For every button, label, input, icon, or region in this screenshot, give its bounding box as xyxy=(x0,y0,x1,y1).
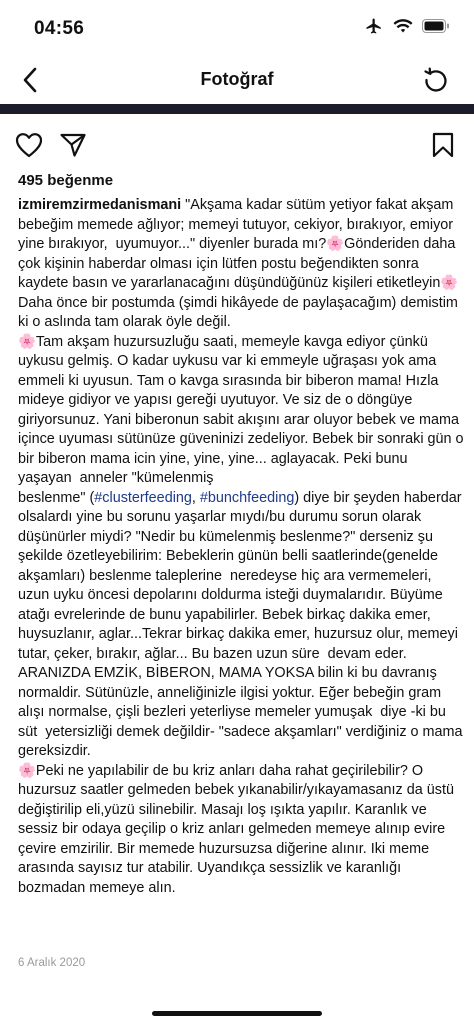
battery-icon xyxy=(422,19,450,38)
save-button[interactable] xyxy=(426,128,460,162)
bookmark-icon xyxy=(432,132,454,158)
post-caption xyxy=(18,196,464,898)
like-count[interactable]: 495 beğenme xyxy=(18,172,114,189)
heart-icon xyxy=(15,132,43,158)
wifi-icon xyxy=(393,18,413,39)
airplane-mode-icon xyxy=(364,17,384,40)
post-actions xyxy=(0,128,474,162)
caption-text: "Akşama kadar sütüm yetiyor fakat akşam bebeğim memede ağlıyor; memeyi tutuyor, cekiyor, bırakıyor, emiyor yine bırakıyor, uyumuyor..." diyenler burada mı?🌸Gönderiden daha çok kişinin haberdar olması için lütfen postu beğendikten sonra kaydete basın ve yararlanacağını düşündüğünüz kişileri etiketleyin🌸Daha önce bir postumda (şimdi hikâyede de paylaşacağım) demistim ki o aslında tam olarak öyle değil. 🌸Tam akşam huzursuzluğu saati, memeyle kavga ediyor çünkü uykusu gelmiş. O kadar uykusu var ki emmeyle uğraşası yok ama emmeli ki uyusun. Tam o kavga sırasında bir biberon mama! Hızla mideye gidiyor ve yapısı gereği uyutuyor. Ve siz de o döngüye giriyorsunuz. Yani biberonun sabit akışını arar oluyor bebek ve mama içince uyuması sütünüze güveninizi zedeliyor. Bebek bir sonraki gün o bir biberon mama icin yine, yine, yine... aglayacak. Peki bunu yaşayan anneler "kümelenmiş beslenme" ( xyxy=(18,197,464,506)
like-button[interactable] xyxy=(12,128,46,162)
home-indicator xyxy=(152,1011,322,1016)
hashtag-link[interactable]: #clusterfeeding xyxy=(94,489,192,506)
caption-text: ) diye bir şeyden haberdar olsalardı yine bu sorunu yaşarlar mıydı/bu durumu sorun olarak düşünürler miydi? "Nedir bu kümelenmiş beslenme?" derseniz şu şekilde özetleyebilirim: Bebeklerin günün belli saatlerinde(genelde akşamları) beslenme taleplerine neredeyse hiç ara vermemeleri, uzun uyku öncesi depolarını doldurma isteği duymalarıdır. Büyüme atağı evrelerinde de bunu yapabilirler. Bebek birkaç dakika emer, huysuzlanır, aglar...Tekrar birkaç dakika emer, huzursuz olur, memeyi tutar, çeker, bırakır, ağlar... Bu bazen uzun süre devam eder. ARANIZDA EMZİK, BİBERON, MAMA YOKSA bilin ki bu davranış normaldir. Sütünüzle, anneliğinizle ilgisi yoktur. Eğer bebeğin gram alışı normalse, çişli bezleri yeterliyse memeler yumuşak diye -ki bu süt yetersizliği demek değildir- "sadece akşamları" verdiğiniz o mama gereksizdir. 🌸Peki ne yapılabilir de bu kriz anları daha rahat geçirilebilir? O huzursuz saatler gelmeden bebek yıkanabilir/yıkayamasanız da üstü değiştirilip eli,yüzü silinebilir. Masajı loş ışıkta yapılır. Karanlık ve sessiz bir odaya geçilip o kriz anları gelmeden memeye alınıp evire çevire emzirilir. Bir memede huzursuzsa diğerine alınır. Iki meme arasında sayısız tur atabilir. Uyandıkça sessizlik ve karanlığı bozmadan memeye alın. xyxy=(18,489,463,896)
caption-username[interactable]: izmiremzirmedanismani xyxy=(18,197,182,213)
status-icons xyxy=(364,17,450,40)
page-title: Fotoğraf xyxy=(200,69,274,89)
refresh-button[interactable] xyxy=(420,64,452,96)
status-time: 04:56 xyxy=(34,18,85,39)
refresh-icon xyxy=(423,67,449,93)
caption-separator: , xyxy=(191,489,200,506)
paper-plane-icon xyxy=(59,132,87,158)
hashtag-link[interactable]: #bunchfeeding xyxy=(199,489,295,506)
post-date: 6 Aralık 2020 xyxy=(18,957,86,969)
nav-bar xyxy=(0,56,474,104)
status-bar xyxy=(0,0,474,56)
share-button[interactable] xyxy=(56,128,90,162)
photo-edge xyxy=(0,104,474,114)
